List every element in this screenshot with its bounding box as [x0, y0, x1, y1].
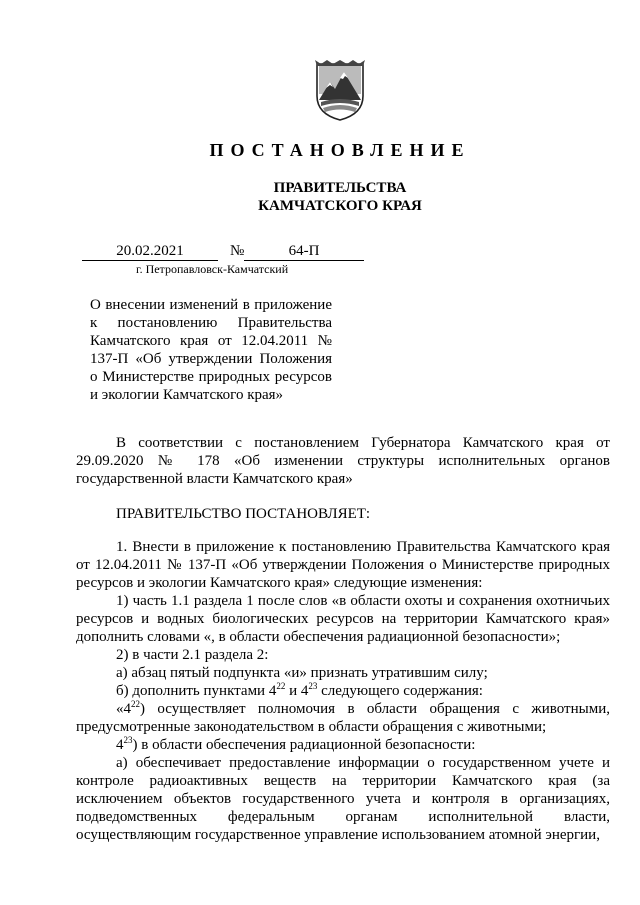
superscript: 23	[123, 735, 133, 745]
text: б) дополнить пунктами 4	[116, 683, 277, 699]
preamble	[76, 434, 610, 488]
superscript: 23	[308, 681, 318, 691]
text: следующего содержания:	[317, 683, 483, 699]
text: ) осуществляет полномочия в области обращения с животными, предусмотренные законодательством в области обращения с животными;	[76, 701, 610, 735]
text: 4	[116, 737, 124, 753]
paragraph-1-1: 1) часть 1.1 раздела 1 после слов «в области охоты и сохранения охотничьих ресурсов и водных биологических ресурсов на территории Камчатского края» дополнить словами «, в области обеспечения радиационной безопасности»;	[76, 593, 610, 645]
document-title: ПОСТАНОВЛЕНИЕ	[209, 140, 471, 160]
paragraph-a: а) абзац пятый подпункта «и» признать утратившим силу;	[116, 665, 488, 681]
paragraph-4-23-a: а) обеспечивает предоставление информации о государственном учете и контроле радиоактивных веществ на территории Камчатского края (за исключением объектов государственного учета и контроля в организациях, подведомственных федеральным органам исполнительной власти, осуществляющим государственное управление использованием атомной энергии,	[76, 755, 610, 843]
paragraph-4-22	[76, 700, 610, 736]
paragraph-4-23	[76, 736, 610, 754]
issuer-line-2: КАМЧАТСКОГО КРАЯ	[258, 198, 422, 214]
kamchatka-coat-of-arms-icon	[313, 60, 367, 122]
paragraph-1: 1. Внести в приложение к постановлению Правительства Камчатского края от 12.04.2011 № 137-П «Об утверждении Положения о Министерстве природных ресурсов и экологии Камчатского края» следующие изменения:	[76, 539, 610, 591]
resolution-heading	[76, 505, 610, 523]
document-number: 64-П	[244, 243, 364, 261]
text: и 4	[285, 683, 309, 699]
resolution-text: ПРАВИТЕЛЬСТВО ПОСТАНОВЛЯЕТ:	[116, 506, 371, 522]
document-date: 20.02.2021	[82, 243, 218, 261]
text: ) в области обеспечения радиационной безопасности:	[132, 737, 476, 753]
preamble-text: В соответствии с постановлением Губернатора Камчатского края от 29.09.2020 № 178 «Об изменении структуры исполнительных органов государственной власти Камчатского края»	[76, 435, 610, 487]
issuer-line-1: ПРАВИТЕЛЬСТВА	[273, 180, 407, 196]
document-city: г. Петропавловск-Камчатский	[136, 262, 289, 276]
text: «4	[116, 701, 131, 717]
paragraph-1-2: 2) в части 2.1 раздела 2:	[116, 647, 269, 663]
superscript: 22	[131, 699, 140, 709]
superscript: 22	[276, 681, 286, 691]
document-subject	[90, 296, 332, 404]
document-body	[76, 538, 610, 844]
subject-text: О внесении изменений в приложение к постановлению Правительства Камчатского края от 12.04.2011 № 137-П «Об утверждении Положения о Министерстве природных ресурсов и экологии Камчатского края»	[90, 297, 332, 403]
number-sign: №	[230, 243, 245, 259]
paragraph-b	[76, 682, 610, 700]
